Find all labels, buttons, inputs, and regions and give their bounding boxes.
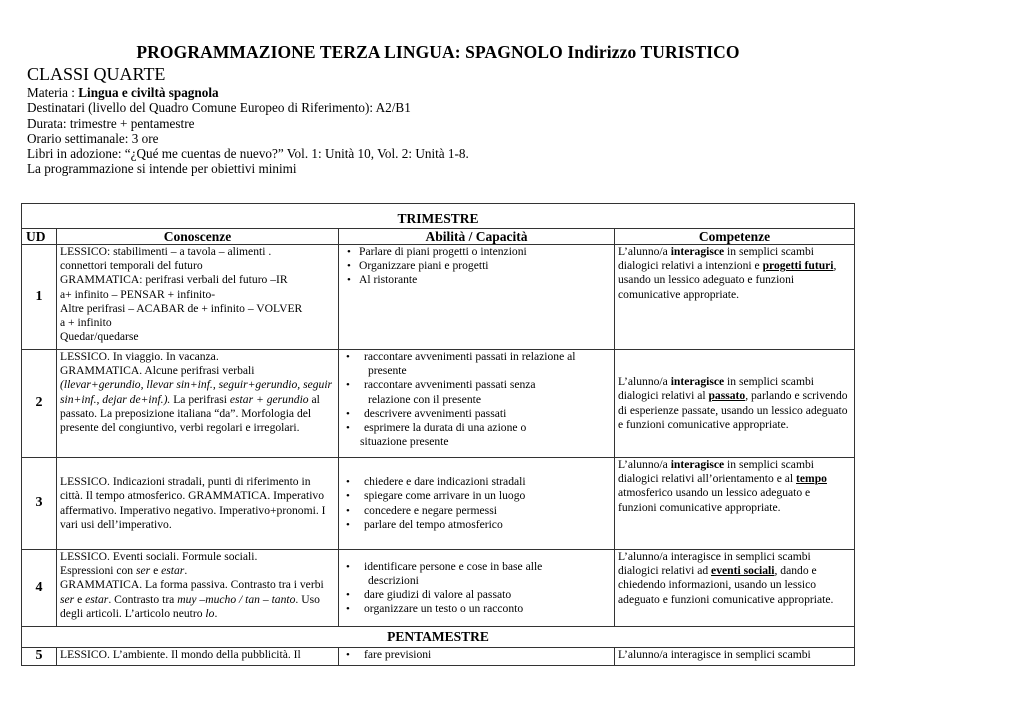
ud-number: 1 [22, 245, 57, 350]
col-header-ud: UD [22, 229, 57, 245]
list-item-text: raccontare avvenimenti passati in relazione al [364, 350, 576, 363]
orario-line: Orario settimanale: 3 ore [27, 130, 159, 146]
conoscenze-text: al passato. La preposizione italiana “da”. [60, 392, 320, 420]
list-item-text: organizzare un testo o un racconto [364, 602, 524, 616]
list-item-text: identificare persone e cose in base alle [364, 559, 543, 573]
conoscenze-cell [57, 550, 339, 627]
conoscenze-cell [57, 350, 339, 458]
destinatari-line: Destinatari (livello del Quadro Comune Europeo di Riferimento): A2/B1 [27, 100, 411, 116]
abilita-cell [339, 245, 615, 350]
conoscenze-text: Espressioni con [60, 564, 136, 578]
conoscenze-text: e [150, 564, 162, 578]
ud-number: 5 [22, 648, 57, 666]
table-row [22, 550, 855, 627]
competenze-text: in semplici scambi dialogici relativi all’orientamento e al [618, 458, 814, 486]
list-item: • Parlare di piani progetti o intenzioni [342, 245, 611, 259]
list-item: • Al ristorante [342, 273, 611, 287]
competenze-keyword: progetti futuri [762, 259, 834, 273]
nota-line: La programmazione si intende per obiettivi minimi [27, 161, 297, 177]
abilita-list [342, 245, 611, 288]
list-item-text: descrivere avvenimenti passati [364, 406, 507, 420]
list-item [342, 378, 611, 406]
competenze-text: L’alunno/a [618, 245, 671, 258]
conoscenze-cell [57, 245, 339, 350]
conoscenze-text: . Uso degli articoli. L’articolo neutro [60, 592, 320, 620]
list-item-text: esprimere la durata di una azione o [364, 421, 527, 435]
conoscenze-line: LESSICO: stabilimenti – a tavola – alimenti . [60, 245, 272, 258]
ud-number: 4 [22, 550, 57, 627]
durata-line: Durata: trimestre + pentamestre [27, 115, 195, 131]
abilita-cell [339, 350, 615, 458]
list-item [342, 421, 611, 449]
ud-number: 2 [22, 350, 57, 458]
competenze-text: , usando un lessico adeguato e funzioni comunicative appropriate. [618, 259, 837, 301]
competenze-text: , dando e chiedendo informazioni, usando un lessico adeguato e funzioni comunicative appropriate. [618, 564, 834, 606]
competenze-bold: interagisce [670, 245, 725, 258]
trimestre-heading: TRIMESTRE [22, 204, 855, 229]
list-item: • fare previsioni [342, 648, 611, 662]
page-title: PROGRAMMAZIONE TERZA LINGUA: SPAGNOLO Indirizzo TURISTICO [136, 42, 740, 62]
competenze-cell [615, 245, 855, 350]
conoscenze-cell: LESSICO. L’ambiente. Il mondo della pubblicità. Il [57, 648, 339, 666]
competenze-text: L’alunno/a [618, 375, 671, 389]
table-row [22, 648, 855, 666]
conoscenze-italic: ser [136, 564, 151, 578]
abilita-list [342, 350, 611, 449]
conoscenze-text: . [214, 606, 218, 620]
competenze-cell [615, 550, 855, 627]
competenze-bold: interagisce [670, 458, 725, 471]
competenze-text: L’alunno/a [618, 458, 671, 471]
conoscenze-line: a + infinito [60, 316, 112, 330]
competenze-keyword: tempo [796, 472, 827, 486]
conoscenze-text: La perifrasi [170, 392, 230, 406]
conoscenze-italic: (llevar+gerundio, llevar sin+inf., seguir+gerundio, seguir sin+inf., dejar de+inf.). [60, 378, 333, 406]
conoscenze-line: connettori temporali del futuro [60, 259, 203, 273]
pentamestre-heading: PENTAMESTRE [22, 627, 855, 648]
classi-heading: CLASSI QUARTE [27, 64, 166, 84]
conoscenze-line: Quedar/quedarse [60, 330, 139, 344]
list-item: • concedere e negare permessi [342, 504, 611, 518]
list-item-text: dare giudizi di valore al passato [364, 588, 512, 601]
list-item-text: descrizioni [368, 573, 419, 587]
conoscenze-text: . Contrasto tra [108, 592, 178, 606]
conoscenze-italic: muy –mucho / tan – tanto [177, 592, 296, 606]
pentamestre-row [22, 627, 855, 648]
table-header-row [22, 229, 855, 245]
libri-line: Libri in adozione: “¿Qué me cuentas de nuevo?” Vol. 1: Unità 10, Vol. 2: Unità 1-8. [27, 146, 469, 162]
conoscenze-italic: estar [161, 564, 185, 578]
competenze-cell: L’alunno/a interagisce in semplici scambi [615, 648, 855, 666]
conoscenze-text: . [184, 564, 188, 578]
abilita-list [342, 475, 611, 532]
course-info [27, 85, 469, 177]
competenze-keyword: eventi sociali [711, 564, 775, 578]
conoscenze-italic: gerundio [266, 392, 309, 406]
materia-line [27, 85, 469, 100]
competenze-text: L’alunno/a interagisce in semplici scambi dialogici relativi ad [618, 550, 811, 578]
trimestre-row [22, 204, 855, 229]
col-header-competenze: Competenze [615, 229, 855, 245]
ud-number: 3 [22, 458, 57, 550]
list-item-text: situazione presente [360, 435, 449, 449]
conoscenze-cell: LESSICO. Indicazioni stradali, punti di riferimento in città. Il tempo atmosferico. GRAMMATICA. Imperativo affermativo. Imperativo negativo. Imperativo+pronomi. I vari usi dell’imperativo. [57, 458, 339, 550]
list-item [342, 407, 611, 421]
conoscenze-text: e [74, 592, 86, 606]
programme-table [21, 203, 855, 666]
competenze-cell [615, 458, 855, 550]
list-item: • parlare del tempo atmosferico [342, 518, 611, 532]
list-item [342, 560, 611, 588]
list-item-text: relazione con il presente [368, 392, 481, 406]
list-item [342, 350, 611, 378]
conoscenze-line: GRAMMATICA: perifrasi verbali del futuro –IR [60, 273, 288, 287]
table-row [22, 245, 855, 350]
abilita-cell [339, 458, 615, 550]
table-row [22, 350, 855, 458]
list-item [342, 588, 611, 602]
table-row [22, 458, 855, 550]
list-item: • chiedere e dare indicazioni stradali [342, 475, 611, 489]
conoscenze-italic: estar + [229, 392, 264, 406]
conoscenze-text: GRAMMATICA. La forma passiva. Contrasto tra i verbi [60, 578, 324, 592]
conoscenze-line: LESSICO. In viaggio. In vacanza. [60, 350, 219, 363]
conoscenze-line: Altre perifrasi – ACABAR de + infinito – VOLVER [60, 301, 303, 315]
conoscenze-italic: estar [85, 592, 109, 606]
abilita-list [342, 560, 611, 617]
list-item-text: raccontare avvenimenti passati senza [364, 378, 536, 392]
col-header-abilita: Abilità / Capacità [339, 229, 615, 245]
list-item-text: presente [368, 364, 407, 378]
col-header-conoscenze: Conoscenze [57, 229, 339, 245]
conoscenze-text: Morfologia del presente del congiuntivo, verbi regolari e irregolari. [60, 406, 312, 435]
abilita-list [342, 648, 611, 662]
competenze-keyword: passato [708, 389, 746, 403]
conoscenze-line: GRAMMATICA. Alcune perifrasi verbali [60, 364, 255, 378]
competenze-cell [615, 350, 855, 458]
list-item [342, 602, 611, 616]
competenze-bold: interagisce [670, 375, 725, 389]
competenze-text: atmosferico usando un lessico adeguato e funzioni comunicative appropriate. [618, 486, 811, 514]
abilita-cell [339, 550, 615, 627]
list-item: • spiegare come arrivare in un luogo [342, 489, 611, 503]
conoscenze-line: LESSICO. Eventi sociali. Formule sociali. [60, 550, 258, 563]
competenze-text: in semplici scambi dialogici relativi al [618, 375, 814, 403]
conoscenze-line: a+ infinito – PENSAR + infinito- [60, 287, 216, 301]
list-item: • Organizzare piani e progetti [342, 259, 611, 273]
materia-label: Materia : [27, 85, 79, 100]
conoscenze-italic: lo [205, 606, 215, 620]
materia-value: Lingua e civiltà spagnola [78, 85, 219, 100]
competenze-text: in semplici scambi dialogici relativi a intenzioni e [618, 245, 814, 273]
competenze-text: , parlando e scrivendo di esperienze passate, usando un lessico adeguato e funzioni comunicative appropriate. [618, 389, 848, 431]
conoscenze-italic: ser [60, 592, 75, 606]
abilita-cell [339, 648, 615, 666]
